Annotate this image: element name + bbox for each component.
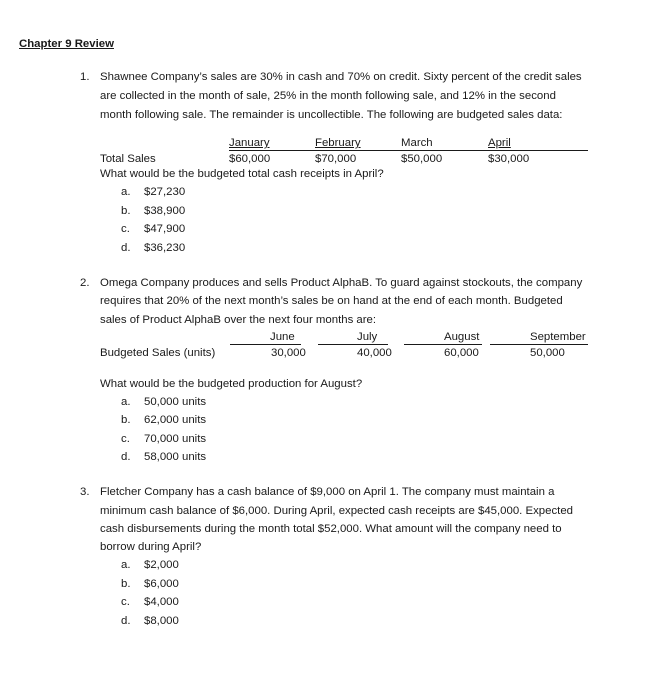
q2-line-3: sales of Product AlphaB over the next four months are: — [100, 314, 377, 326]
q2-value-june: 30,000 — [271, 347, 306, 359]
q2-number: 2. — [80, 277, 90, 289]
q3-option-d-text: $8,000 — [144, 615, 179, 627]
q3-line-1: Fletcher Company has a cash balance of $9,000 on April 1. The company must maintain a — [100, 486, 555, 498]
q1-number: 1. — [80, 71, 90, 83]
q1-value-march: $50,000 — [401, 153, 443, 165]
q2-value-september: 50,000 — [530, 347, 565, 359]
q3-line-2: minimum cash balance of $6,000. During April, expected cash receipts are $45,000. Expected — [100, 505, 573, 517]
q1-option-b-letter: b. — [121, 205, 131, 217]
q2-option-a-text: 50,000 units — [144, 396, 207, 408]
q1-option-c-text: $47,900 — [144, 223, 186, 235]
q1-option-b-text: $38,900 — [144, 205, 186, 217]
q2-line-1: Omega Company produces and sells Product AlphaB. To guard against stockouts, the company — [100, 277, 583, 289]
q3-line-4: borrow during April? — [100, 541, 202, 553]
q3-line-3: cash disbursements during the month total $52,000. What amount will the company need to — [100, 523, 562, 535]
q1-option-d-text: $36,230 — [144, 242, 186, 254]
q1-option-a-letter: a. — [121, 186, 131, 198]
q2-option-a-letter: a. — [121, 396, 131, 408]
page-title: Chapter 9 Review — [19, 38, 114, 50]
q1-value-april: $30,000 — [488, 153, 530, 165]
q1-header-january: January — [229, 137, 270, 149]
q1-option-c-letter: c. — [121, 223, 130, 235]
q1-option-d-letter: d. — [121, 242, 131, 254]
q3-number: 3. — [80, 486, 90, 498]
q2-header-rule-june — [230, 344, 301, 345]
q2-header-august: August — [444, 331, 480, 343]
q1-line-1: Shawnee Company’s sales are 30% in cash and 70% on credit. Sixty percent of the credit sales — [100, 71, 582, 83]
q2-line-2: requires that 20% of the next month’s sales be on hand at the end of each month. Budgeted — [100, 295, 563, 307]
q1-option-a-text: $27,230 — [144, 186, 186, 198]
q1-header-april: April — [488, 137, 511, 149]
q2-header-rule-july — [318, 344, 388, 345]
q2-header-rule-august — [404, 344, 482, 345]
q2-row-label: Budgeted Sales (units) — [100, 347, 216, 359]
q1-header-february: February — [315, 137, 361, 149]
q2-option-b-text: 62,000 units — [144, 414, 207, 426]
q2-header-june: June — [270, 331, 295, 343]
q3-option-a-text: $2,000 — [144, 559, 179, 571]
q1-line-3: month following sale. The remainder is uncollectible. The following are budgeted sales data: — [100, 109, 563, 121]
q3-option-c-text: $4,000 — [144, 596, 179, 608]
q2-question: What would be the budgeted production for August? — [100, 378, 363, 390]
q1-value-february: $70,000 — [315, 153, 357, 165]
q2-value-july: 40,000 — [357, 347, 392, 359]
q3-option-c-letter: c. — [121, 596, 130, 608]
q2-option-d-letter: d. — [121, 451, 131, 463]
q3-option-b-letter: b. — [121, 578, 131, 590]
q1-header-march: March — [401, 137, 433, 149]
q2-option-c-text: 70,000 units — [144, 433, 207, 445]
q1-question: What would be the budgeted total cash receipts in April? — [100, 168, 384, 180]
q3-option-b-text: $6,000 — [144, 578, 179, 590]
q1-header-rule — [229, 150, 588, 151]
q3-option-d-letter: d. — [121, 615, 131, 627]
q2-header-july: July — [357, 331, 378, 343]
q2-option-b-letter: b. — [121, 414, 131, 426]
q2-option-c-letter: c. — [121, 433, 130, 445]
q1-line-2: are collected in the month of sale, 25% in the month following sale, and 12% in the second — [100, 90, 556, 102]
q3-option-a-letter: a. — [121, 559, 131, 571]
q1-row-label: Total Sales — [100, 153, 156, 165]
q2-option-d-text: 58,000 units — [144, 451, 207, 463]
q1-value-january: $60,000 — [229, 153, 271, 165]
q2-header-september: September — [530, 331, 586, 343]
q2-header-rule-september — [490, 344, 588, 345]
q2-value-august: 60,000 — [444, 347, 479, 359]
